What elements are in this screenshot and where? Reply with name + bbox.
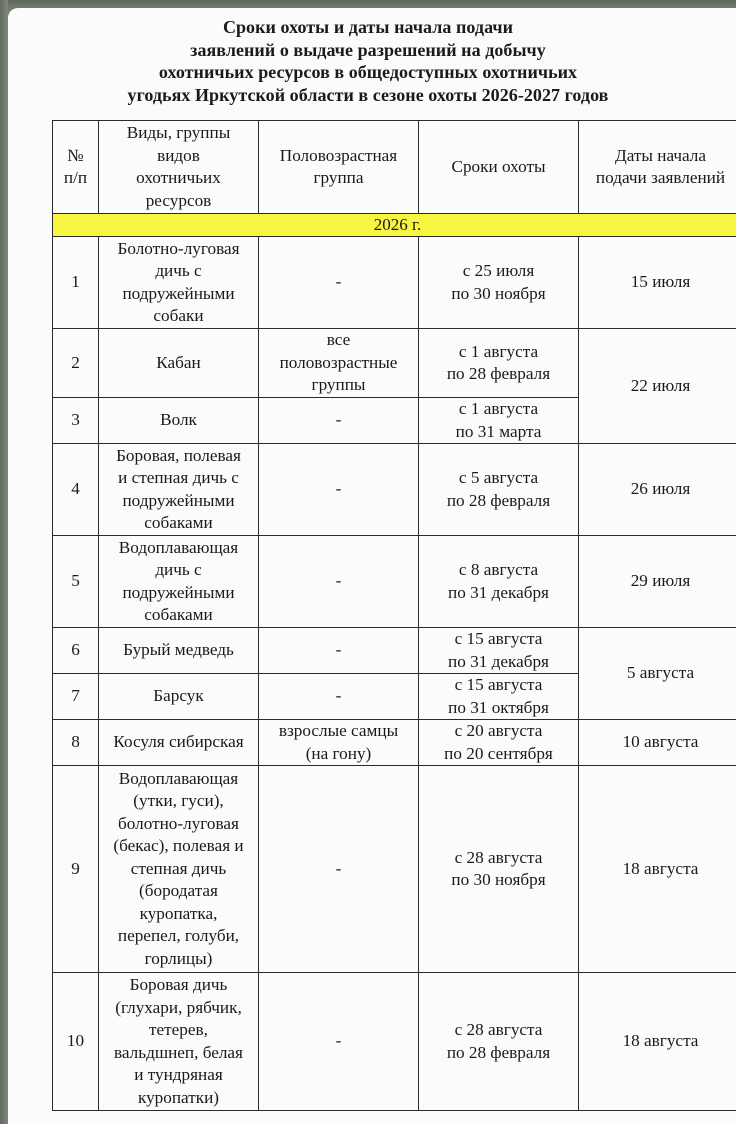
species-cell bbox=[99, 237, 259, 329]
period-line: с 1 августа bbox=[458, 341, 539, 361]
species-cell bbox=[99, 973, 259, 1111]
table-row bbox=[53, 444, 736, 536]
species-cell bbox=[99, 329, 259, 398]
row-number: 9 bbox=[53, 766, 99, 973]
period-line: с 1 августа bbox=[458, 399, 539, 418]
species-line: подружейными bbox=[122, 283, 235, 303]
header-num bbox=[53, 121, 99, 214]
age-group-line: - bbox=[335, 410, 342, 430]
species-line: Волк bbox=[160, 410, 197, 430]
period-line: по 31 декабря bbox=[448, 582, 549, 602]
species-line: подружейными bbox=[122, 582, 235, 602]
species-line: подружейными bbox=[122, 490, 235, 510]
age-group-cell bbox=[259, 398, 419, 444]
age-group-cell bbox=[259, 973, 419, 1111]
species-line: Болотно-луговая bbox=[117, 238, 240, 258]
hunting-schedule-table bbox=[52, 120, 736, 1111]
age-group-line: - bbox=[335, 858, 342, 878]
species-line: болотно-луговая bbox=[118, 813, 239, 833]
age-group-line: - bbox=[335, 571, 342, 591]
document-title bbox=[68, 16, 668, 106]
age-group-line: - bbox=[335, 479, 342, 499]
species-line: Боровая дичь bbox=[129, 975, 228, 994]
age-group-line: все bbox=[326, 330, 351, 350]
age-group-line: - bbox=[335, 640, 342, 660]
row-number: 6 bbox=[53, 628, 99, 674]
period-line: по 28 февраля bbox=[446, 1042, 551, 1062]
table-row bbox=[53, 766, 736, 973]
header-line: Виды, группы bbox=[126, 123, 231, 142]
header-line: ресурсов bbox=[145, 190, 212, 210]
period-line: с 15 августа bbox=[454, 675, 543, 694]
age-group-line: - bbox=[335, 272, 342, 292]
species-line: тетерев, bbox=[149, 1020, 208, 1039]
species-line: собаками bbox=[144, 605, 213, 624]
period-line: по 28 февраля bbox=[446, 364, 551, 383]
table-header-row bbox=[53, 121, 736, 214]
period-line: с 28 августа bbox=[454, 1020, 543, 1039]
row-number: 5 bbox=[53, 536, 99, 628]
species-line: перепел, голуби, bbox=[117, 926, 240, 946]
period-cell bbox=[419, 536, 579, 628]
age-group-line: взрослые самцы bbox=[278, 721, 399, 740]
year-row bbox=[53, 214, 736, 237]
period-cell bbox=[419, 720, 579, 766]
age-group-line: - bbox=[335, 1031, 342, 1051]
species-line: (бекас), полевая и bbox=[113, 836, 244, 856]
period-line: по 31 октября bbox=[448, 697, 549, 717]
period-line: по 31 марта bbox=[455, 421, 542, 441]
table-row bbox=[53, 720, 736, 766]
title-line-2: заявлений о выдаче разрешений на добычу bbox=[190, 39, 546, 60]
date-cell: 5 августа bbox=[579, 628, 736, 720]
row-number: 2 bbox=[53, 329, 99, 398]
species-cell bbox=[99, 398, 259, 444]
period-line: с 20 августа bbox=[454, 721, 543, 740]
title-line-1: Сроки охоты и даты начала подачи bbox=[222, 17, 514, 37]
period-line: по 20 сентября bbox=[444, 743, 553, 763]
age-group-line: половозрастные bbox=[279, 352, 398, 372]
header-line: видов bbox=[157, 145, 200, 165]
row-number: 1 bbox=[53, 237, 99, 329]
date-cell: 18 августа bbox=[579, 973, 736, 1111]
header-line: подачи заявлений bbox=[595, 168, 726, 187]
period-cell bbox=[419, 237, 579, 329]
period-line: по 28 февраля bbox=[446, 490, 551, 510]
period-cell bbox=[419, 329, 579, 398]
species-cell bbox=[99, 674, 259, 720]
period-cell bbox=[419, 398, 579, 444]
age-group-cell bbox=[259, 628, 419, 674]
species-line: Водоплавающая bbox=[118, 768, 239, 788]
row-number: 4 bbox=[53, 444, 99, 536]
species-line: (утки, гуси), bbox=[133, 791, 224, 811]
age-group-cell bbox=[259, 237, 419, 329]
age-group-cell bbox=[259, 766, 419, 973]
header-line: охотничьих bbox=[136, 168, 221, 187]
species-line: и тундряная bbox=[134, 1065, 223, 1084]
species-line: вальдшнеп, белая bbox=[114, 1042, 243, 1062]
species-line: Косуля сибирская bbox=[113, 732, 244, 752]
age-group-cell bbox=[259, 329, 419, 398]
species-cell bbox=[99, 628, 259, 674]
date-cell: 18 августа bbox=[579, 766, 736, 973]
species-cell bbox=[99, 766, 259, 973]
species-line: горлицы) bbox=[144, 948, 213, 968]
header-line: Даты начала bbox=[614, 145, 707, 165]
table-row bbox=[53, 973, 736, 1111]
age-group-cell bbox=[259, 674, 419, 720]
age-group-cell bbox=[259, 444, 419, 536]
date-cell: 10 августа bbox=[579, 720, 736, 766]
year-label: 2026 г. bbox=[53, 214, 736, 237]
header-period bbox=[419, 121, 579, 214]
table-row bbox=[53, 329, 736, 398]
date-cell: 15 июля bbox=[579, 237, 736, 329]
period-line: с 15 августа bbox=[454, 629, 543, 648]
species-cell bbox=[99, 536, 259, 628]
title-line-3: охотничьих ресурсов в общедоступных охотничьих bbox=[158, 62, 578, 82]
row-number: 7 bbox=[53, 674, 99, 720]
period-line: по 31 декабря bbox=[448, 651, 549, 671]
period-line: с 25 июля bbox=[462, 261, 535, 280]
age-group-cell bbox=[259, 536, 419, 628]
species-line: Барсук bbox=[153, 686, 204, 706]
species-line: (бородатая bbox=[139, 881, 218, 901]
header-age-group bbox=[259, 121, 419, 214]
header-date bbox=[579, 121, 736, 214]
period-cell bbox=[419, 973, 579, 1111]
header-line: Сроки охоты bbox=[451, 156, 546, 176]
species-line: и степная дичь с bbox=[118, 468, 239, 487]
title-line-4: угодьях Иркутской области в сезоне охоты 2026-2027 годов bbox=[127, 84, 609, 105]
species-line: куропатка, bbox=[139, 903, 218, 923]
date-cell: 26 июля bbox=[579, 444, 736, 536]
period-line: с 8 августа bbox=[458, 560, 539, 579]
age-group-line: (на гону) bbox=[305, 743, 372, 763]
species-line: Кабан bbox=[156, 352, 201, 372]
period-cell bbox=[419, 444, 579, 536]
species-line: Боровая, полевая bbox=[116, 445, 241, 465]
header-line: п/п bbox=[63, 168, 88, 187]
age-group-cell bbox=[259, 720, 419, 766]
species-line: дичь с bbox=[155, 560, 202, 579]
header-line: группа bbox=[313, 168, 364, 187]
date-cell: 29 июля bbox=[579, 536, 736, 628]
table-row bbox=[53, 536, 736, 628]
period-cell bbox=[419, 628, 579, 674]
species-line: собаки bbox=[153, 306, 204, 325]
species-line: собаками bbox=[144, 513, 213, 532]
species-line: (глухари, рябчик, bbox=[115, 997, 242, 1017]
species-line: Водоплавающая bbox=[118, 537, 239, 557]
species-line: куропатки) bbox=[137, 1087, 220, 1107]
period-line: с 28 августа bbox=[454, 847, 543, 867]
period-cell bbox=[419, 766, 579, 973]
row-number: 8 bbox=[53, 720, 99, 766]
header-species bbox=[99, 121, 259, 214]
row-number: 3 bbox=[53, 398, 99, 444]
row-number: 10 bbox=[53, 973, 99, 1111]
species-cell bbox=[99, 444, 259, 536]
table-row bbox=[53, 628, 736, 674]
table-row bbox=[53, 237, 736, 329]
species-line: дичь с bbox=[155, 261, 202, 280]
period-line: по 30 ноября bbox=[451, 283, 546, 303]
photo-frame-left bbox=[0, 0, 8, 1124]
species-cell bbox=[99, 720, 259, 766]
species-line: Бурый медведь bbox=[123, 640, 234, 660]
date-cell: 22 июля bbox=[579, 329, 736, 444]
age-group-line: - bbox=[335, 686, 342, 706]
header-line: № bbox=[67, 145, 84, 165]
period-cell bbox=[419, 674, 579, 720]
age-group-line: группы bbox=[311, 375, 366, 395]
species-line: степная дичь bbox=[130, 858, 227, 878]
period-line: по 30 ноября bbox=[451, 870, 546, 889]
header-line: Половозрастная bbox=[279, 145, 398, 165]
period-line: с 5 августа bbox=[458, 468, 539, 487]
